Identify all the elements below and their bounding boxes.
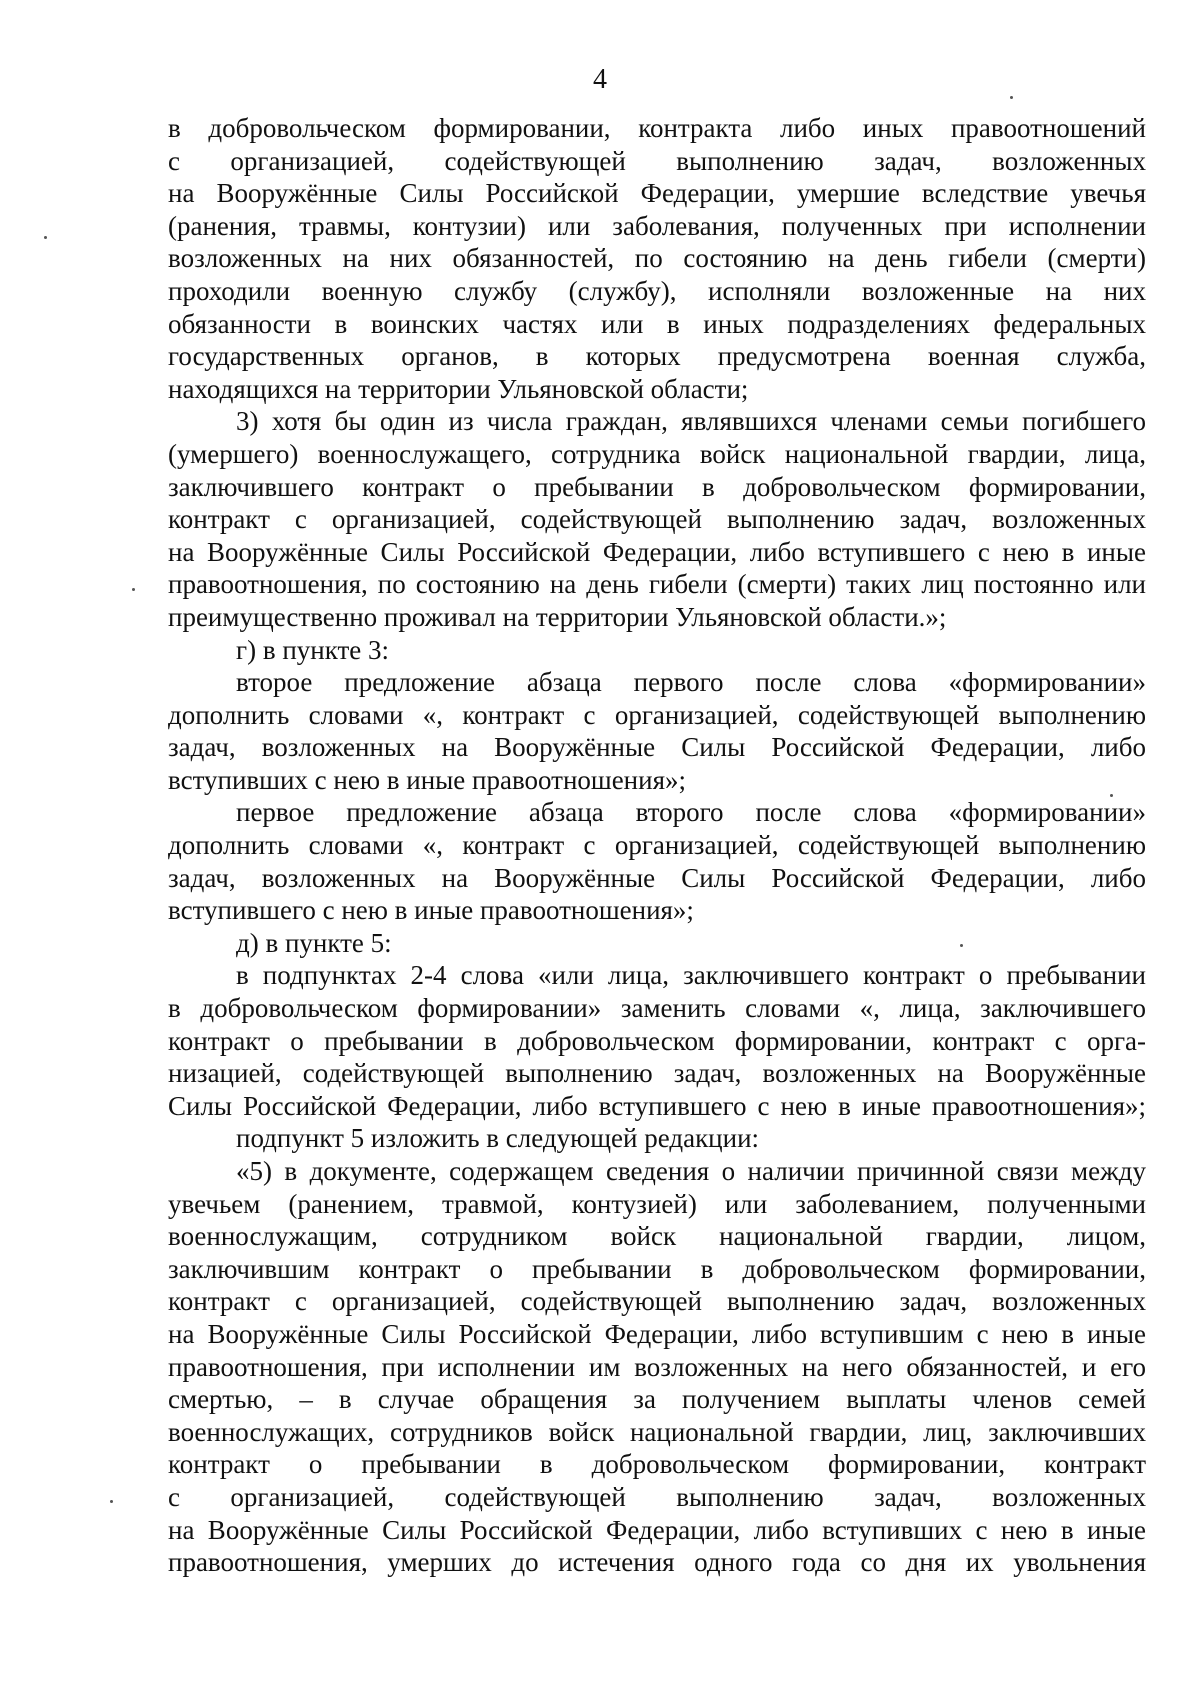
text-line: д) в пункте 5: — [236, 927, 392, 958]
text-line: военнослужащих, сотрудников войск национальной гвардии, лиц, заключивших — [168, 1416, 1146, 1447]
text-line: заключившим контракт о пребывании в добровольческом формировании, — [168, 1253, 1146, 1284]
text-line: смертью, – в случае обращения за получением выплаты членов семей — [168, 1384, 1146, 1415]
text-line: контракт с организацией, содействующей выполнению задач, возложенных — [168, 504, 1146, 535]
text-line: дополнить словами «, контракт с организацией, содействующей выполнению — [168, 830, 1146, 861]
text-line: задач, возложенных на Вооружённые Силы Российской Федерации, либо — [168, 862, 1146, 893]
scan-speck — [1010, 96, 1013, 99]
text-line: второе предложение абзаца первого после слова «формировании» — [236, 667, 1146, 698]
text-line: заключившего контракт о пребывании в добровольческом формировании, — [168, 471, 1146, 502]
text-line: (ранения, травмы, контузии) или заболевания, полученных при исполнении — [168, 210, 1146, 241]
text-line: возложенных на них обязанностей, по состоянию на день гибели (смерти) — [168, 243, 1146, 274]
text-line: на Вооружённые Силы Российской Федерации, либо вступивших с нею в иные — [168, 1514, 1146, 1545]
scan-speck — [110, 1500, 113, 1503]
scan-speck — [44, 236, 47, 239]
text-line: находящихся на территории Ульяновской области; — [168, 373, 749, 404]
text-line: 3) хотя бы один из числа граждан, являвшихся членами семьи погибшего — [236, 406, 1146, 437]
text-line: на Вооружённые Силы Российской Федерации, либо вступившим с нею в иные — [168, 1318, 1146, 1349]
text-line: контракт о пребывании в добровольческом формировании, контракт — [168, 1449, 1146, 1480]
text-line: низацией, содействующей выполнению задач, возложенных на Вооружённые — [168, 1058, 1146, 1089]
text-line: г) в пункте 3: — [236, 634, 390, 665]
document-body — [168, 112, 1146, 1579]
text-line: преимущественно проживал на территории Ульяновской области.»; — [168, 601, 947, 632]
text-line: государственных органов, в которых предусмотрена военная служба, — [168, 341, 1146, 372]
text-line: вступивших с нею в иные правоотношения»; — [168, 764, 686, 795]
text-line: контракт о пребывании в добровольческом формировании, контракт с орга- — [168, 1025, 1146, 1056]
text-line: Силы Российской Федерации, либо вступившего с нею в иные правоотношения»; — [168, 1090, 1146, 1121]
text-line: в добровольческом формировании» заменить словами «, лица, заключившего — [168, 993, 1146, 1024]
text-line: в подпунктах 2-4 слова «или лица, заключившего контракт о пребывании — [236, 960, 1146, 991]
text-line: дополнить словами «, контракт с организацией, содействующей выполнению — [168, 699, 1146, 730]
text-line: на Вооружённые Силы Российской Федерации, либо вступившего с нею в иные — [168, 536, 1146, 567]
text-line: обязанности в воинских частях или в иных подразделениях федеральных — [168, 308, 1146, 339]
page-number: 4 — [593, 64, 607, 95]
text-line: правоотношения, при исполнении им возложенных на него обязанностей, и его — [168, 1351, 1146, 1382]
text-line: правоотношения, умерших до истечения одного года со дня их увольнения — [168, 1547, 1146, 1578]
text-line: проходили военную службу (службу), исполняли возложенные на них — [168, 275, 1146, 306]
text-line: с организацией, содействующей выполнению задач, возложенных — [168, 1481, 1146, 1512]
text-line: правоотношения, по состоянию на день гибели (смерти) таких лиц постоянно или — [168, 569, 1146, 600]
scan-speck — [132, 588, 135, 591]
text-line: в добровольческом формировании, контракта либо иных правоотношений — [168, 113, 1146, 143]
text-line: (умершего) военнослужащего, сотрудника войск национальной гвардии, лица, — [168, 438, 1146, 469]
text-line: первое предложение абзаца второго после слова «формировании» — [236, 797, 1146, 828]
text-line: увечьем (ранением, травмой, контузией) или заболеванием, полученными — [168, 1188, 1146, 1219]
text-line: «5) в документе, содержащем сведения о наличии причинной связи между — [236, 1156, 1146, 1186]
scan-speck — [1110, 794, 1113, 797]
text-line: на Вооружённые Силы Российской Федерации, умершие вследствие увечья — [168, 178, 1146, 209]
text-line: вступившего с нею в иные правоотношения»; — [168, 895, 694, 926]
scan-speck — [960, 944, 963, 947]
text-line: контракт с организацией, содействующей выполнению задач, возложенных — [168, 1286, 1146, 1317]
text-line: военнослужащим, сотрудником войск национальной гвардии, лицом, — [168, 1221, 1146, 1252]
text-line: задач, возложенных на Вооружённые Силы Российской Федерации, либо — [168, 732, 1146, 763]
text-line: подпункт 5 изложить в следующей редакции: — [236, 1123, 760, 1154]
text-line: с организацией, содействующей выполнению задач, возложенных — [168, 145, 1146, 176]
